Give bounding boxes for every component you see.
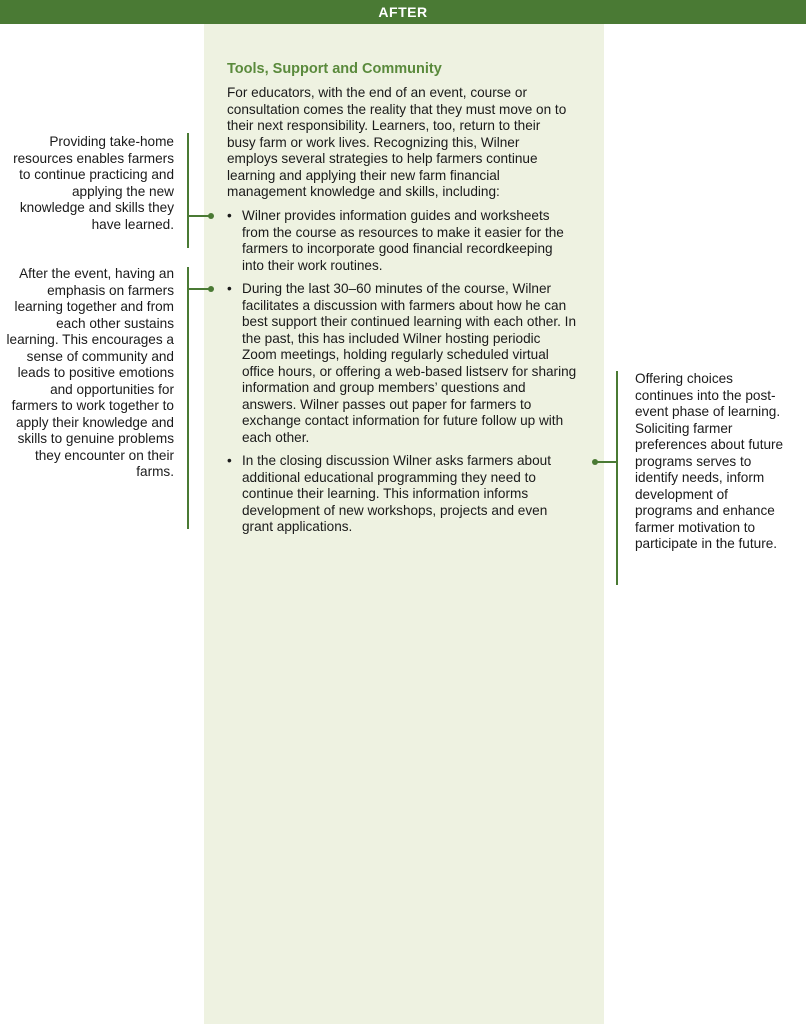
connector-dot-icon bbox=[208, 286, 214, 292]
bullet-text: Wilner provides information guides and worksheets from the course as resources to make it easier for the farmers to incorporate good financial recordkeeping into their work routines. bbox=[242, 208, 564, 273]
bullet-icon: • bbox=[227, 453, 232, 468]
bullet-text: In the closing discussion Wilner asks farmers about additional educational programming they need to continue their learning. This information informs development of new workshops, projects and even grant applications. bbox=[242, 453, 552, 534]
connector-dot-icon bbox=[208, 213, 214, 219]
bullet-icon: • bbox=[227, 281, 232, 296]
connector-line bbox=[189, 215, 209, 217]
intro-paragraph: For educators, with the end of an event, course or consultation comes the reality that they must move on to their next responsibility. Learners, too, return to their busy farm or work lives. Recognizing this, Wilner employs several strategies to help farmers continue learning and applying their new farm financial management knowledge and skills, including: bbox=[227, 85, 567, 199]
margin-note-bracket bbox=[616, 371, 618, 585]
section-title: Tools, Support and Community bbox=[227, 61, 442, 77]
connector-dot-icon bbox=[592, 459, 598, 465]
bullet-text: During the last 30–60 minutes of the course, Wilner facilitates a discussion with farmers about how he can best support their continued learning with each other. In the past, this has included Wilner hosting periodic Zoom meetings, holding regularly scheduled virtual office hours, or offering a web-based listserv for sharing information and group members’ questions and answers. Wilner passes out paper for farmers to exchange contact information for future follow up with each other. bbox=[242, 281, 577, 445]
bullet-icon: • bbox=[227, 208, 232, 223]
bullet-list-item-2 bbox=[227, 281, 577, 446]
margin-note-learning-together: After the event, having an emphasis on farmers learning together and from each other sustains learning. This encourages a sense of community and leads to positive emotions and opportunities for farmers to work together to apply their knowledge and skills to genuine problems they encounter on their farms. bbox=[6, 266, 174, 479]
margin-note-bracket bbox=[187, 133, 189, 248]
margin-note-take-home-resources: Providing take-home resources enables farmers to continue practicing and applying the new knowledge and skills they have learned. bbox=[13, 134, 174, 232]
connector-line bbox=[189, 288, 209, 290]
header-bar bbox=[0, 0, 806, 24]
bullet-list-item-1 bbox=[227, 208, 577, 274]
margin-note-bracket bbox=[187, 267, 189, 529]
header-label: AFTER bbox=[378, 4, 428, 20]
connector-line bbox=[597, 461, 616, 463]
bullet-list-item-3 bbox=[227, 453, 577, 536]
margin-note-offering-choices: Offering choices continues into the post-event phase of learning. Soliciting farmer preferences about future programs serves to identify needs, inform development of programs and enhance farmer motivation to participate in the future. bbox=[635, 371, 784, 551]
